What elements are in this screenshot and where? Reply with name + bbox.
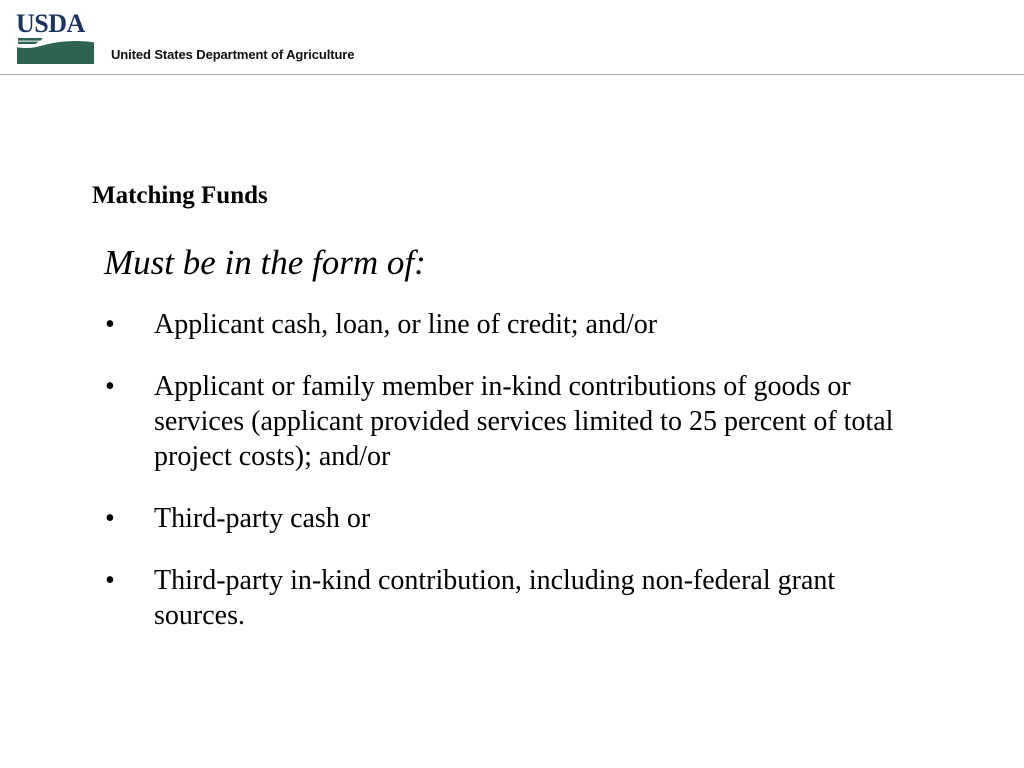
list-item-text: Applicant cash, loan, or line of credit; and/or [154,309,658,340]
bullet-point-icon: • [105,503,115,534]
bullet-point-icon: • [105,565,115,596]
list-item [96,501,926,536]
bullet-point-icon: • [105,309,115,340]
list-item-text: Third-party cash or [154,503,371,534]
bullet-point-icon: • [105,371,115,402]
list-item [96,563,926,633]
list-item-text: Applicant or family member in-kind contributions of goods or services (applicant provided services limited to 25 percent of total project costs); and/or [154,371,894,472]
list-item [96,307,926,342]
agency-name-label: United States Department of Agriculture [111,47,355,62]
bullet-list [96,307,926,633]
usda-wordmark-text: USDA [16,9,85,38]
usda-swoosh-icon [17,36,94,64]
list-item-text: Third-party in-kind contribution, including non-federal grant sources. [154,565,836,631]
page-title: Matching Funds [92,182,268,209]
slide-subtitle: Must be in the form of: [104,243,426,282]
usda-header [0,0,1024,75]
slide-content [0,75,1024,768]
usda-logo [16,11,96,63]
list-item [96,369,926,474]
